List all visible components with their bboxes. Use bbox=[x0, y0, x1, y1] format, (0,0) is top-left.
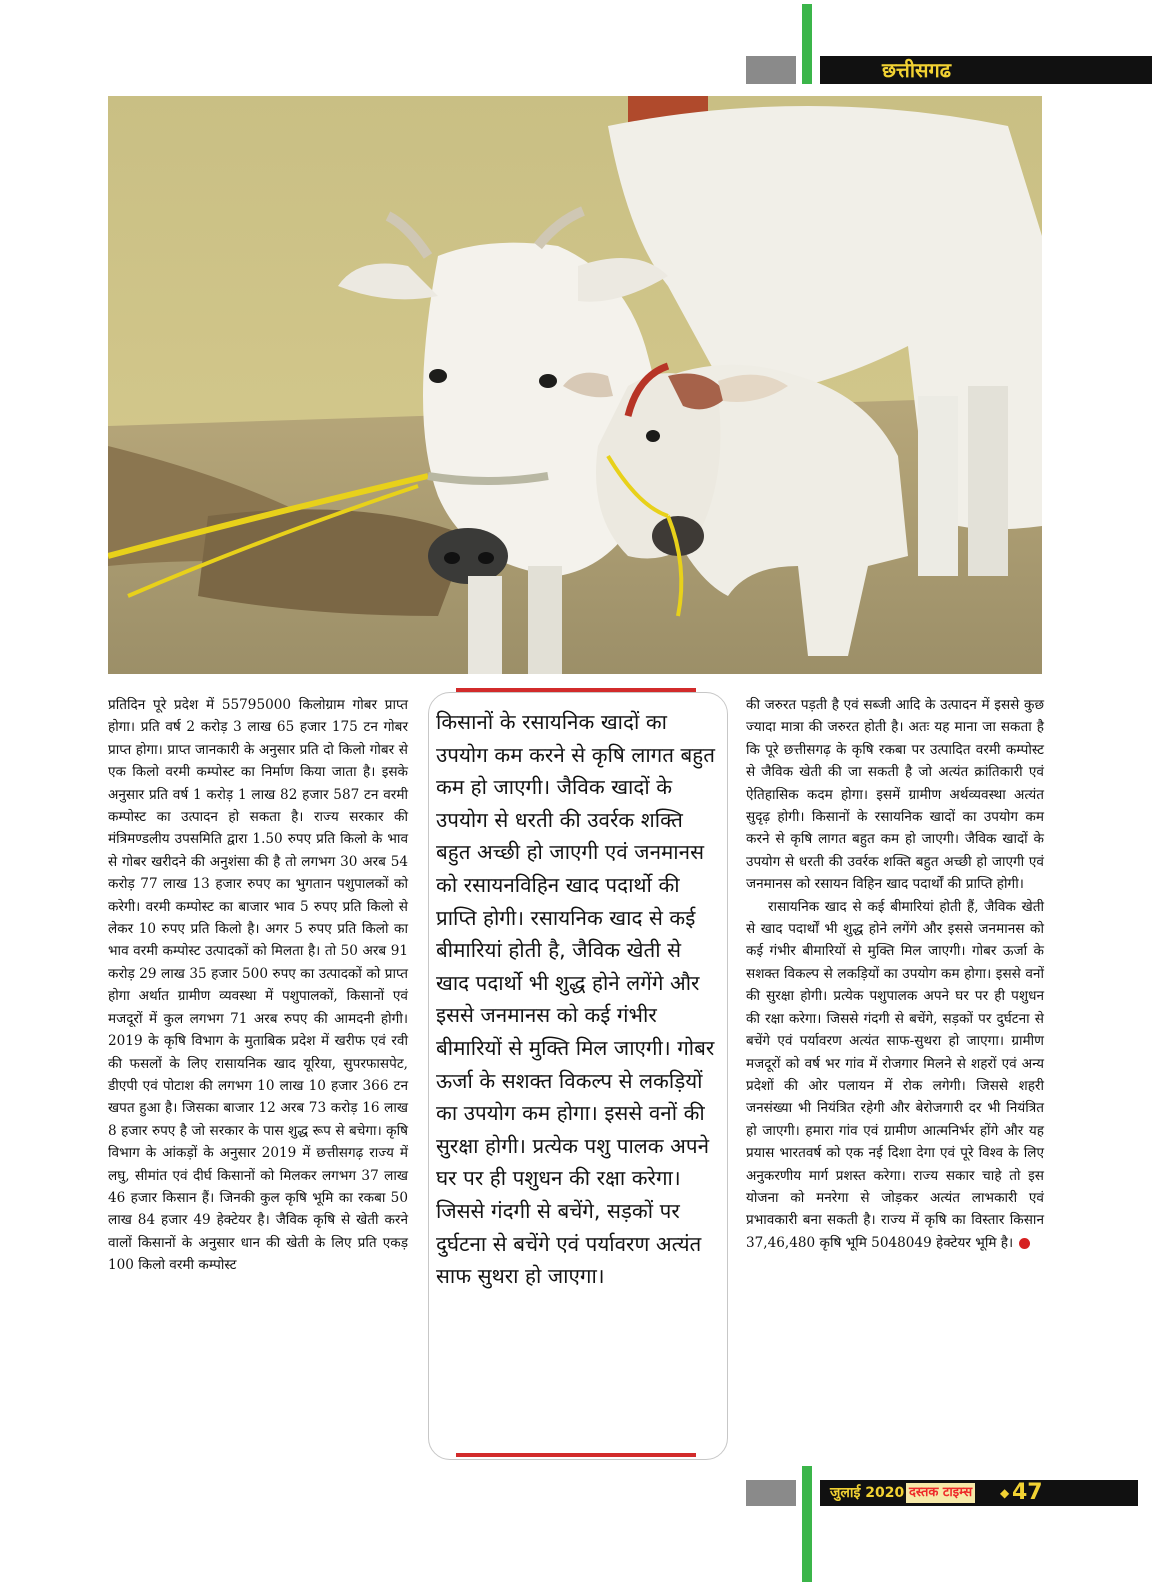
accent-bar-top bbox=[802, 4, 812, 84]
diamond-icon: ◆ bbox=[1000, 1486, 1010, 1500]
article-column-left bbox=[108, 694, 408, 1277]
section-banner bbox=[820, 56, 1152, 84]
pull-quote-rule-bottom bbox=[456, 1453, 696, 1457]
magazine-logo: दस्तक टाइम्स bbox=[906, 1483, 975, 1503]
cow-and-calf-photo bbox=[108, 96, 1042, 674]
section-title: छत्तीसगढ bbox=[882, 58, 952, 82]
article-column-right bbox=[746, 694, 1044, 1254]
footer-date: जुलाई 2020 bbox=[830, 1485, 905, 1501]
article-paragraph: की जरुरत पड़ती है एवं सब्जी आदि के उत्पादन में इससे कुछ ज्यादा मात्रा की जरुरत होती है। अतः यह माना जा सकता है कि पूरे छत्तीसगढ़ के कृषि रकबा पर उत्पादित वरमी कम्पोस्ट से जैविक खेती की जा सकती है जो अत्यंत क्रांतिकारी एवं ऐतिहासिक कदम होगा। इसमें ग्रामीण अर्थव्यवस्था अत्यंत सुदृढ़ होगी। किसानों के रसायनिक खादों का उपयोग कम करने से कृषि लागत बहुत कम हो जाएगी। जैविक खादों के उपयोग से धरती की उवर्रक शक्ति बहुत अच्छी हो जाएगी एवं जनमानस को रसायन विहिन खाद पदार्थों की प्राप्ति होगी। bbox=[746, 697, 1044, 893]
article-paragraph-text: रासायनिक खाद से कई बीमारियां होती हैं, जैविक खेती से खाद पदार्थों भी शुद्ध होने लगेंगे और इससे जनमानस को कई गंभीर बीमारियों से मुक्ति मिल जाएगी। गोबर ऊर्जा के सशक्त विकल्प से लकड़ियों का उपयोग कम होगा। इससे वनों की सुरक्षा होगी। प्रत्येक पशुपालक अपने घर पर ही पशुधन की रक्षा करेगा। जिससे गंदगी से बचेंगे, सड़कों पर दुर्घटना से बचेंगे एवं पर्यावरण अत्यंत साफ-सुथरा हो जाएगा। ग्रामीण मजदूरों को वर्ष भर गांव में रोजगार मिलने से शहरों एवं अन्य प्रदेशों की ओर पलायन में रोक लगेगी। जिससे शहरी जनसंख्या भी नियंत्रित रहेगी और बेरोजगारी दर भी नियंत्रित हो जाएगी। हमारा गांव एवं ग्रामीण आत्मनिर्भर होंगे और यह प्रयास भारतवर्ष को एक नई दिशा देगा एवं पूरे विश्व के लिए अनुकरणीय मार्ग प्रशस्त करेगा। राज्य सकार चाहे तो इस योजना को मनरेगा से जोड़कर अत्यंत लाभकारी एवं प्रभावकारी बना सकती है। राज्य में कृषि का विस्तार किसान 37,46,480 कृषि भूमि 5048049 हेक्टेयर भूमि है। bbox=[746, 898, 1044, 1251]
page-number: 47 bbox=[1012, 1480, 1043, 1505]
end-mark-icon bbox=[1019, 1238, 1030, 1249]
article-paragraph: प्रतिदिन पूरे प्रदेश में 55795000 किलोग्राम गोबर प्राप्त होगा। प्रति वर्ष 2 करोड़ 3 लाख 65 हजार 175 टन गोबर प्राप्त होगा। प्राप्त जानकारी के अनुसार प्रति दो किलो गोबर से एक किलो वरमी कम्पोस्ट का निर्माण किया जाता है। इसके अनुसार प्रति वर्ष 1 करोड़ 1 लाख 82 हजार 587 टन वरमी कम्पोस्ट का उत्पादन हो सकता है। राज्य सरकार की मंत्रिमण्डलीय उपसमिति द्वारा 1.50 रुपए प्रति किलो के भाव से गोबर खरीदने की अनुशंसा की है तो लगभग 30 अरब 54 करोड़ 77 लाख 13 हजार रुपए का भुगतान पशुपालकों को करेगी। वरमी कम्पोस्ट का बाजार भाव 5 रुपए प्रति किलो से लेकर 10 रुपए प्रति किलो है। अगर 5 रुपए प्रति किलो का भाव वरमी कम्पोस्ट उत्पादकों को मिलता है। तो 50 अरब 91 करोड़ 29 लाख 35 हजार 500 रुपए का उत्पादकों को प्राप्त होगा अर्थात ग्रामीण व्यवस्था में पशुपालकों, किसानों एवं मजदूरों में कुल लगभग 71 अरब रुपए की आमदनी होगी। 2019 के कृषि विभाग के मुताबिक प्रदेश में खरीफ एवं रवी की फसलों के लिए रासायनिक खाद यूरिया, सुपरफासपेट, डीएपी एवं पोटाश की लगभग 10 लाख 10 हजार 366 टन खपत हुआ है। जिसका बाजार 12 अरब 73 करोड़ 16 लाख 8 हजार रुपए है जो सरकार के पास शुद्ध रूप से बचेगा। कृषि विभाग के आंकड़ों के अनुसार 2019 में छत्तीसगढ़ राज्य में लघु, सीमांत एवं दीर्घ किसानों को मिलकर लगभग 37 लाख 46 हजार किसान हैं। जिनकी कुल कृषि भूमि का रकबा 50 लाख 84 हजार 49 हेक्टेयर है। जैविक कृषि से खेती करने वालों किसानों के अनुसार धान की खेती के लिए प्रति एकड़ 100 किलो वरमी कम्पोस्ट bbox=[108, 697, 408, 1274]
article-paragraph-final bbox=[746, 896, 1044, 1255]
section-grey-block bbox=[746, 56, 796, 84]
accent-bar-bottom bbox=[802, 1466, 812, 1582]
footer-grey-block bbox=[746, 1480, 796, 1506]
pull-quote-text: किसानों के रसायनिक खादों का उपयोग कम करने से कृषि लागत बहुत कम हो जाएगी। जैविक खादों के उपयोग से धरती की उवर्रक शक्ति बहुत अच्छी हो जाएगी एवं जनमानस को रसायनविहिन खाद पदार्थो की प्राप्ति होगी। रसायनिक खाद से कई बीमारियां होती है, जैविक खेती से खाद पदार्थो भी शुद्ध होने लगेंगे और इससे जनमानस को कई गंभीर बीमारियों से मुक्ति मिल जाएगी। गोबर ऊर्जा के सशक्त विकल्प से लकड़ियों का उपयोग कम होगा। इससे वनों की सुरक्षा होगी। प्रत्येक पशु पालक अपने घर पर ही पशुधन की रक्षा करेगा। जिससे गंदगी से बचेंगे, सड़कों पर दुर्घटना से बचेंगे एवं पर्यावरण अत्यंत साफ सुथरा हो जाएगा। bbox=[436, 710, 715, 1289]
pull-quote-rule-top bbox=[456, 688, 696, 692]
